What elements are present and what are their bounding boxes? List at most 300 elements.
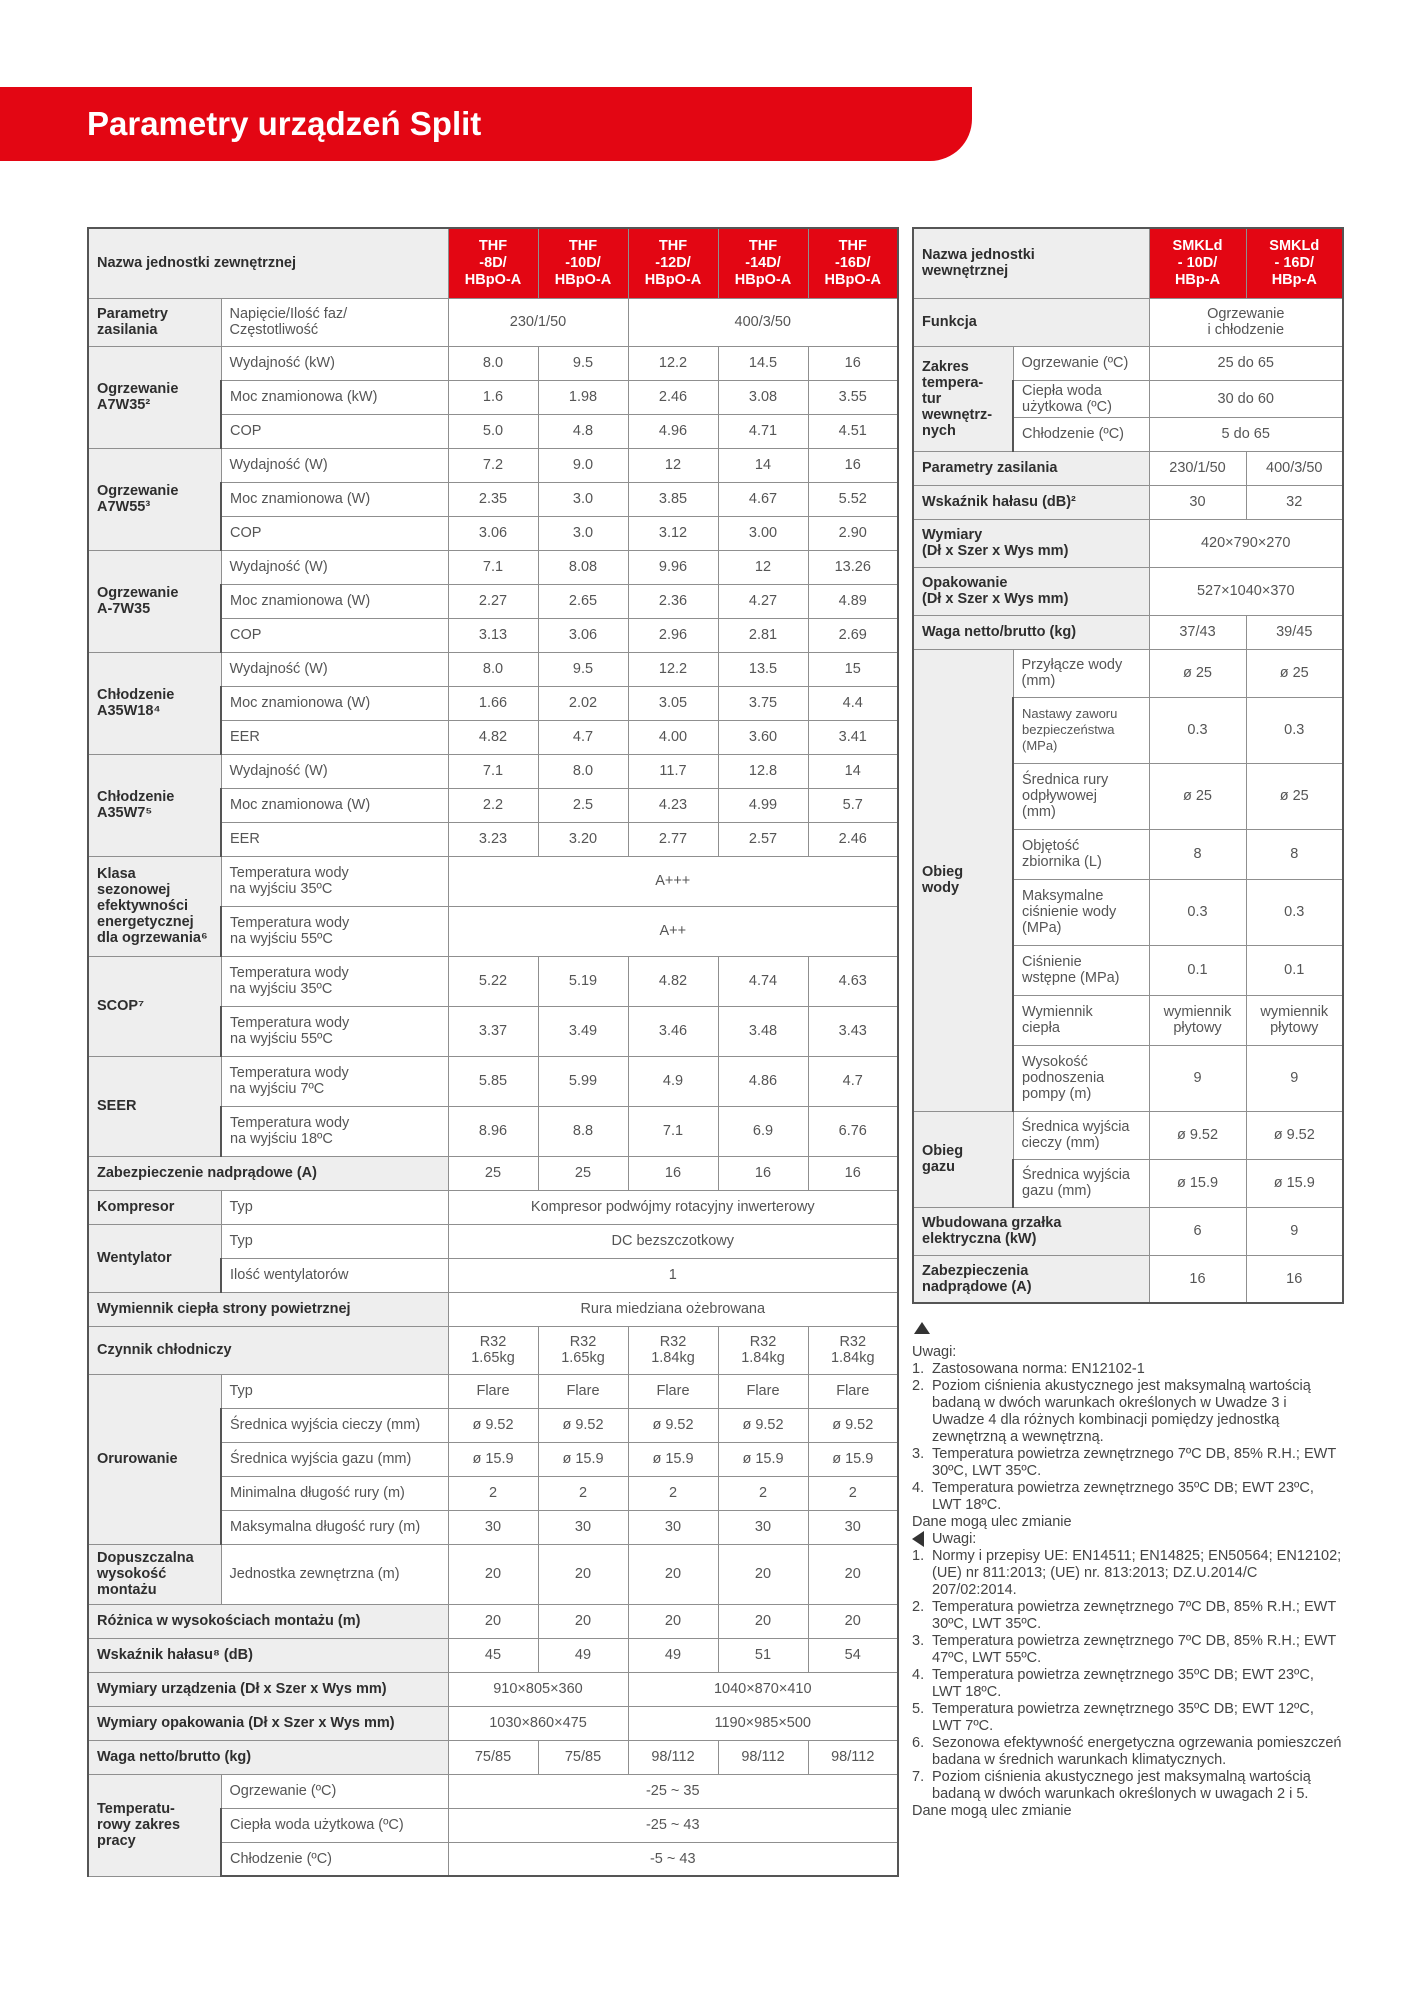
indoor-value-cell: ø 15.9 — [1246, 1159, 1343, 1207]
outdoor-value-cell: 12 — [718, 550, 808, 584]
outdoor-model-header: THF -16D/ HBpO-A — [808, 228, 898, 298]
outdoor-value-cell: 4.82 — [448, 720, 538, 754]
outdoor-note-item — [912, 1548, 1342, 1599]
outdoor-value-cell: 2 — [628, 1476, 718, 1510]
outdoor-value-cell: 49 — [538, 1638, 628, 1672]
outdoor-table-row — [88, 448, 898, 482]
outdoor-value-cell: 2.81 — [718, 618, 808, 652]
indoor-value-cell: 25 do 65 — [1149, 346, 1343, 380]
indoor-value-cell: 0.1 — [1149, 945, 1246, 995]
note-number: 6. — [912, 1735, 925, 1751]
outdoor-value-cell: A+++ — [448, 856, 898, 906]
outdoor-value-cell: 75/85 — [538, 1740, 628, 1774]
outdoor-value-cell: 4.63 — [808, 956, 898, 1006]
note-text: Temperatura powietrza zewnętrznego 35ºC DB; EWT 23ºC, LWT 18ºC. — [932, 1480, 1314, 1513]
outdoor-value-cell: 4.96 — [628, 414, 718, 448]
outdoor-row-label: Zabezpieczenie nadprądowe (A) — [88, 1156, 448, 1190]
outdoor-table-row — [88, 956, 898, 1006]
outdoor-table-row — [88, 298, 898, 346]
outdoor-value-cell: 2.65 — [538, 584, 628, 618]
outdoor-value-cell: 11.7 — [628, 754, 718, 788]
indoor-row-label: Obieg wody — [913, 649, 1013, 1111]
outdoor-value-cell: 3.05 — [628, 686, 718, 720]
outdoor-value-cell: 3.41 — [808, 720, 898, 754]
indoor-row-sublabel: Przyłącze wody (mm) — [1013, 649, 1149, 697]
outdoor-row-sublabel: Ilość wentylatorów — [221, 1258, 448, 1292]
note-text: Normy i przepisy UE: EN14511; EN14825; EN50564; EN12102; (UE) nr 811:2013; (UE) nr. 813:2013; DZ.U.2014/C 207/02:2014. — [932, 1548, 1342, 1598]
outdoor-value-cell: 2.02 — [538, 686, 628, 720]
outdoor-value-cell: 5.7 — [808, 788, 898, 822]
outdoor-value-cell: 20 — [808, 1544, 898, 1604]
outdoor-row-label: Dopuszczalna wysokość montażu — [88, 1544, 221, 1604]
outdoor-value-cell: 5.0 — [448, 414, 538, 448]
outdoor-value-cell: 5.19 — [538, 956, 628, 1006]
outdoor-value-cell: ø 9.52 — [718, 1408, 808, 1442]
outdoor-row-sublabel: Temperatura wody na wyjściu 7ºC — [221, 1056, 448, 1106]
outdoor-value-cell: 14.5 — [718, 346, 808, 380]
outdoor-value-cell: 2.2 — [448, 788, 538, 822]
outdoor-row-sublabel: COP — [221, 618, 448, 652]
outdoor-table-row — [88, 1190, 898, 1224]
outdoor-value-cell: 20 — [628, 1544, 718, 1604]
outdoor-row-sublabel: Ogrzewanie (ºC) — [221, 1774, 448, 1808]
outdoor-row-sublabel: Temperatura wody na wyjściu 35ºC — [221, 956, 448, 1006]
triangle-up-icon — [914, 1322, 930, 1334]
outdoor-value-cell: 14 — [718, 448, 808, 482]
indoor-header-label: Nazwa jednostki wewnętrznej — [913, 228, 1149, 298]
outdoor-row-sublabel: Jednostka zewnętrzna (m) — [221, 1544, 448, 1604]
outdoor-value-cell: 12 — [628, 448, 718, 482]
indoor-row-sublabel: Ciśnienie wstępne (MPa) — [1013, 945, 1149, 995]
outdoor-value-cell: 3.0 — [538, 482, 628, 516]
indoor-row-label: Opakowanie (Dł x Szer x Wys mm) — [913, 567, 1149, 615]
outdoor-value-cell: 13.5 — [718, 652, 808, 686]
outdoor-row-sublabel: Wydajność (kW) — [221, 346, 448, 380]
outdoor-row-label: Ogrzewanie A7W35² — [88, 346, 221, 448]
outdoor-value-cell: Flare — [628, 1374, 718, 1408]
outdoor-row-sublabel: Moc znamionowa (kW) — [221, 380, 448, 414]
outdoor-value-cell: A++ — [448, 906, 898, 956]
outdoor-value-cell: 2 — [538, 1476, 628, 1510]
outdoor-row-sublabel: Moc znamionowa (W) — [221, 482, 448, 516]
outdoor-value-cell: R32 1.65kg — [448, 1326, 538, 1374]
note-text: Poziom ciśnienia akustycznego jest maksymalną wartością badaną w dwóch warunkach określonych w uwagach 2 i 5. — [932, 1769, 1311, 1802]
outdoor-value-cell: 12.8 — [718, 754, 808, 788]
triangle-left-icon — [912, 1531, 924, 1547]
indoor-row-sublabel: Średnica wyjścia gazu (mm) — [1013, 1159, 1149, 1207]
indoor-row-label: Zakres tempera- tur wewnętrz- nych — [913, 346, 1013, 451]
outdoor-row-label: SCOP⁷ — [88, 956, 221, 1056]
indoor-row-label: Zabezpieczenia nadprądowe (A) — [913, 1255, 1149, 1303]
note-number: 2. — [912, 1599, 925, 1615]
outdoor-value-cell: 4.23 — [628, 788, 718, 822]
outdoor-table-row — [88, 1156, 898, 1190]
outdoor-value-cell: 1030×860×475 — [448, 1706, 628, 1740]
notes-heading-indoor: Uwagi: — [912, 1344, 957, 1360]
outdoor-value-cell: 8.96 — [448, 1106, 538, 1156]
outdoor-value-cell: 9.5 — [538, 652, 628, 686]
outdoor-table-row — [88, 1056, 898, 1106]
outdoor-row-sublabel: Napięcie/Ilość faz/ Częstotliwość — [221, 298, 448, 346]
outdoor-value-cell: 3.00 — [718, 516, 808, 550]
indoor-value-cell: wymiennik płytowy — [1149, 995, 1246, 1045]
outdoor-value-cell: 3.20 — [538, 822, 628, 856]
outdoor-value-cell: 4.51 — [808, 414, 898, 448]
outdoor-value-cell: 3.55 — [808, 380, 898, 414]
outdoor-value-cell: 3.48 — [718, 1006, 808, 1056]
note-text: Temperatura powietrza zewnętrznego 7ºC DB, 85% R.H.; EWT 30ºC, LWT 35ºC. — [932, 1446, 1336, 1479]
outdoor-value-cell: 7.1 — [448, 550, 538, 584]
outdoor-value-cell: 3.85 — [628, 482, 718, 516]
indoor-value-cell: 8 — [1149, 829, 1246, 879]
outdoor-value-cell: 6.76 — [808, 1106, 898, 1156]
outdoor-value-cell: 4.67 — [718, 482, 808, 516]
outdoor-row-sublabel: Typ — [221, 1374, 448, 1408]
outdoor-value-cell: 7.1 — [628, 1106, 718, 1156]
outdoor-value-cell: 3.08 — [718, 380, 808, 414]
outdoor-value-cell: 98/112 — [628, 1740, 718, 1774]
outdoor-value-cell: Kompresor podwójmy rotacyjny inwerterowy — [448, 1190, 898, 1224]
outdoor-model-header: THF -8D/ HBpO-A — [448, 228, 538, 298]
indoor-table-row — [913, 451, 1343, 485]
outdoor-row-sublabel: Temperatura wody na wyjściu 55ºC — [221, 1006, 448, 1056]
indoor-value-cell: 0.3 — [1246, 697, 1343, 763]
indoor-row-sublabel: Objętość zbiornika (L) — [1013, 829, 1149, 879]
note-text: Temperatura powietrza zewnętrznego 7ºC DB, 85% R.H.; EWT 47ºC, LWT 55ºC. — [932, 1633, 1336, 1666]
outdoor-row-sublabel: Temperatura wody na wyjściu 35ºC — [221, 856, 448, 906]
outdoor-value-cell: 5.22 — [448, 956, 538, 1006]
outdoor-row-sublabel: Wydajność (W) — [221, 448, 448, 482]
outdoor-value-cell: 4.27 — [718, 584, 808, 618]
outdoor-note-item — [912, 1633, 1342, 1667]
outdoor-value-cell: R32 1.65kg — [538, 1326, 628, 1374]
outdoor-row-label: Wymiennik ciepła strony powietrznej — [88, 1292, 448, 1326]
outdoor-value-cell: 6.9 — [718, 1106, 808, 1156]
outdoor-value-cell: 4.7 — [808, 1056, 898, 1106]
indoor-table-row — [913, 519, 1343, 567]
indoor-table-row — [913, 615, 1343, 649]
note-number: 5. — [912, 1701, 925, 1717]
outdoor-table-row — [88, 1672, 898, 1706]
outdoor-value-cell: ø 15.9 — [718, 1442, 808, 1476]
outdoor-value-cell: 30 — [718, 1510, 808, 1544]
indoor-value-cell: Ogrzewanie i chłodzenie — [1149, 298, 1343, 346]
outdoor-value-cell: 3.60 — [718, 720, 808, 754]
indoor-value-cell: 30 do 60 — [1149, 380, 1343, 417]
indoor-value-cell: 420×790×270 — [1149, 519, 1343, 567]
outdoor-value-cell: 4.89 — [808, 584, 898, 618]
indoor-row-sublabel: Średnica wyjścia cieczy (mm) — [1013, 1111, 1149, 1159]
outdoor-value-cell: 2.5 — [538, 788, 628, 822]
indoor-value-cell: 9 — [1149, 1045, 1246, 1111]
outdoor-value-cell: 13.26 — [808, 550, 898, 584]
outdoor-value-cell: ø 9.52 — [538, 1408, 628, 1442]
outdoor-value-cell: 30 — [448, 1510, 538, 1544]
outdoor-value-cell: 49 — [628, 1638, 718, 1672]
indoor-table-row — [913, 649, 1343, 697]
outdoor-row-sublabel: COP — [221, 516, 448, 550]
outdoor-value-cell: -25 ~ 43 — [448, 1808, 898, 1842]
outdoor-value-cell: 30 — [538, 1510, 628, 1544]
outdoor-value-cell: 2.27 — [448, 584, 538, 618]
outdoor-value-cell: 3.06 — [448, 516, 538, 550]
note-text: Temperatura powietrza zewnętrznego 35ºC DB; EWT 12ºC, LWT 7ºC. — [932, 1701, 1314, 1734]
indoor-row-label: Funkcja — [913, 298, 1149, 346]
outdoor-value-cell: 2 — [448, 1476, 538, 1510]
indoor-row-sublabel: Nastawy zaworu bezpieczeństwa (MPa) — [1013, 697, 1149, 763]
outdoor-table-row — [88, 1292, 898, 1326]
outdoor-value-cell: 9.0 — [538, 448, 628, 482]
indoor-row-label: Parametry zasilania — [913, 451, 1149, 485]
note-number: 7. — [912, 1769, 925, 1785]
outdoor-value-cell: -25 ~ 35 — [448, 1774, 898, 1808]
outdoor-value-cell: ø 15.9 — [808, 1442, 898, 1476]
outdoor-row-sublabel: Średnica wyjścia gazu (mm) — [221, 1442, 448, 1476]
outdoor-value-cell: 2.57 — [718, 822, 808, 856]
outdoor-row-sublabel: Typ — [221, 1224, 448, 1258]
indoor-row-label: Wskaźnik hałasu (dB)² — [913, 485, 1149, 519]
outdoor-table-row — [88, 754, 898, 788]
outdoor-row-label: Wymiary urządzenia (Dł x Szer x Wys mm) — [88, 1672, 448, 1706]
indoor-model-header: SMKLd - 16D/ HBp-A — [1246, 228, 1343, 298]
note-text: Temperatura powietrza zewnętrznego 7ºC DB, 85% R.H.; EWT 30ºC, LWT 35ºC. — [932, 1599, 1336, 1632]
indoor-value-cell: 30 — [1149, 485, 1246, 519]
outdoor-value-cell: Flare — [718, 1374, 808, 1408]
outdoor-table-row — [88, 1706, 898, 1740]
note-text: Poziom ciśnienia akustycznego jest maksymalną wartością badaną w dwóch warunkach określonych w Uwadze 3 i Uwadze 4 dla różnych kombinacji pomiędzy jednostką zewnętrzną a wewnętrzną. — [932, 1378, 1311, 1445]
outdoor-value-cell: ø 9.52 — [628, 1408, 718, 1442]
indoor-value-cell: wymiennik płytowy — [1246, 995, 1343, 1045]
outdoor-row-sublabel: Średnica wyjścia cieczy (mm) — [221, 1408, 448, 1442]
outdoor-value-cell: 2.77 — [628, 822, 718, 856]
indoor-row-label: Waga netto/brutto (kg) — [913, 615, 1149, 649]
indoor-value-cell: ø 15.9 — [1149, 1159, 1246, 1207]
outdoor-value-cell: 2.69 — [808, 618, 898, 652]
indoor-row-sublabel: Wymiennik ciepła — [1013, 995, 1149, 1045]
outdoor-table-row — [88, 1638, 898, 1672]
indoor-row-label: Wymiary (Dł x Szer x Wys mm) — [913, 519, 1149, 567]
indoor-value-cell: 400/3/50 — [1246, 451, 1343, 485]
outdoor-note-item — [912, 1701, 1342, 1735]
outdoor-value-cell: 4.4 — [808, 686, 898, 720]
indoor-table-row — [913, 346, 1343, 380]
indoor-row-label: Wbudowana grzałka elektryczna (kW) — [913, 1207, 1149, 1255]
outdoor-row-label: Ogrzewanie A7W55³ — [88, 448, 221, 550]
outdoor-value-cell: 25 — [448, 1156, 538, 1190]
outdoor-row-label: Ogrzewanie A-7W35 — [88, 550, 221, 652]
outdoor-value-cell: 30 — [808, 1510, 898, 1544]
indoor-value-cell: 0.1 — [1246, 945, 1343, 995]
outdoor-row-sublabel: Wydajność (W) — [221, 652, 448, 686]
page-title: Parametry urządzeń Split — [87, 105, 482, 142]
outdoor-row-sublabel: Wydajność (W) — [221, 550, 448, 584]
indoor-value-cell: 230/1/50 — [1149, 451, 1246, 485]
outdoor-table-row — [88, 652, 898, 686]
outdoor-row-label: Temperatu- rowy zakres pracy — [88, 1774, 221, 1876]
outdoor-value-cell: 51 — [718, 1638, 808, 1672]
outdoor-row-label: Chłodzenie A35W7⁵ — [88, 754, 221, 856]
note-number: 4. — [912, 1667, 925, 1683]
outdoor-value-cell: 20 — [538, 1544, 628, 1604]
outdoor-value-cell: ø 9.52 — [448, 1408, 538, 1442]
indoor-header-row — [913, 228, 1343, 298]
outdoor-value-cell: 3.75 — [718, 686, 808, 720]
outdoor-value-cell: ø 15.9 — [448, 1442, 538, 1476]
note-number: 2. — [912, 1378, 925, 1394]
outdoor-row-sublabel: Temperatura wody na wyjściu 55ºC — [221, 906, 448, 956]
outdoor-table-row — [88, 1544, 898, 1604]
outdoor-value-cell: 8.0 — [448, 346, 538, 380]
indoor-value-cell: 39/45 — [1246, 615, 1343, 649]
outdoor-value-cell: 20 — [448, 1604, 538, 1638]
indoor-table-row — [913, 1255, 1343, 1303]
indoor-value-cell: ø 9.52 — [1246, 1111, 1343, 1159]
outdoor-value-cell: Flare — [808, 1374, 898, 1408]
indoor-note-item — [912, 1378, 1342, 1446]
indoor-unit-spec-table — [912, 227, 1344, 1304]
outdoor-model-header: THF -10D/ HBpO-A — [538, 228, 628, 298]
indoor-note-item — [912, 1361, 1342, 1378]
notes-footer-outdoor: Dane mogą ulec zmianie — [912, 1803, 1072, 1819]
outdoor-row-sublabel: Moc znamionowa (W) — [221, 584, 448, 618]
outdoor-table-row — [88, 1740, 898, 1774]
outdoor-table-row — [88, 550, 898, 584]
outdoor-table-row — [88, 346, 898, 380]
outdoor-value-cell: 1.6 — [448, 380, 538, 414]
outdoor-value-cell: -5 ~ 43 — [448, 1842, 898, 1876]
outdoor-value-cell: 3.43 — [808, 1006, 898, 1056]
outdoor-row-sublabel: Chłodzenie (ºC) — [221, 1842, 448, 1876]
outdoor-header-label: Nazwa jednostki zewnętrznej — [88, 228, 448, 298]
outdoor-value-cell: 15 — [808, 652, 898, 686]
outdoor-value-cell: 8.08 — [538, 550, 628, 584]
outdoor-value-cell: ø 15.9 — [538, 1442, 628, 1476]
outdoor-row-sublabel: Moc znamionowa (W) — [221, 686, 448, 720]
outdoor-value-cell: 25 — [538, 1156, 628, 1190]
outdoor-value-cell: 2 — [718, 1476, 808, 1510]
note-text: Temperatura powietrza zewnętrznego 35ºC DB; EWT 23ºC, LWT 18ºC. — [932, 1667, 1314, 1700]
outdoor-value-cell: 30 — [628, 1510, 718, 1544]
note-number: 3. — [912, 1446, 925, 1462]
notes-list-indoor — [912, 1361, 1342, 1514]
outdoor-row-sublabel: COP — [221, 414, 448, 448]
outdoor-value-cell: 3.13 — [448, 618, 538, 652]
notes-footer-indoor: Dane mogą ulec zmianie — [912, 1514, 1072, 1530]
note-text: Zastosowana norma: EN12102-1 — [932, 1361, 1145, 1377]
indoor-value-cell: 9 — [1246, 1045, 1343, 1111]
outdoor-value-cell: 3.49 — [538, 1006, 628, 1056]
outdoor-value-cell: ø 15.9 — [628, 1442, 718, 1476]
outdoor-value-cell: 45 — [448, 1638, 538, 1672]
outdoor-value-cell: 230/1/50 — [448, 298, 628, 346]
indoor-value-cell: 5 do 65 — [1149, 417, 1343, 451]
outdoor-value-cell: 4.71 — [718, 414, 808, 448]
outdoor-value-cell: 7.1 — [448, 754, 538, 788]
note-text: Sezonowa efektywność energetyczna ogrzewania pomieszczeń badana w średnich warunkach klimatycznych. — [932, 1735, 1342, 1768]
indoor-table-row — [913, 298, 1343, 346]
notes-section — [912, 1322, 1342, 1820]
outdoor-value-cell: 54 — [808, 1638, 898, 1672]
outdoor-value-cell: 4.74 — [718, 956, 808, 1006]
indoor-value-cell: ø 25 — [1149, 649, 1246, 697]
outdoor-value-cell: 1190×985×500 — [628, 1706, 898, 1740]
outdoor-header-row — [88, 228, 898, 298]
note-number: 3. — [912, 1633, 925, 1649]
indoor-value-cell: 8 — [1246, 829, 1343, 879]
outdoor-value-cell: Flare — [448, 1374, 538, 1408]
outdoor-value-cell: 8.0 — [448, 652, 538, 686]
outdoor-value-cell: 5.52 — [808, 482, 898, 516]
outdoor-value-cell: 4.9 — [628, 1056, 718, 1106]
outdoor-row-label: Wentylator — [88, 1224, 221, 1292]
outdoor-value-cell: 12.2 — [628, 346, 718, 380]
outdoor-table-row — [88, 1326, 898, 1374]
outdoor-value-cell: 3.12 — [628, 516, 718, 550]
outdoor-value-cell: 2.96 — [628, 618, 718, 652]
notes-list-outdoor — [912, 1548, 1342, 1803]
outdoor-value-cell: 5.99 — [538, 1056, 628, 1106]
indoor-table-row — [913, 567, 1343, 615]
outdoor-value-cell: 3.46 — [628, 1006, 718, 1056]
note-number: 1. — [912, 1361, 925, 1377]
outdoor-table-row — [88, 1604, 898, 1638]
outdoor-row-label: Wymiary opakowania (Dł x Szer x Wys mm) — [88, 1706, 448, 1740]
outdoor-value-cell: 4.00 — [628, 720, 718, 754]
outdoor-value-cell: 5.85 — [448, 1056, 538, 1106]
outdoor-value-cell: 12.2 — [628, 652, 718, 686]
indoor-value-cell: ø 25 — [1246, 763, 1343, 829]
outdoor-value-cell: R32 1.84kg — [628, 1326, 718, 1374]
outdoor-table-row — [88, 1374, 898, 1408]
outdoor-value-cell: 7.2 — [448, 448, 538, 482]
indoor-value-cell: ø 25 — [1149, 763, 1246, 829]
outdoor-value-cell: 9.96 — [628, 550, 718, 584]
outdoor-value-cell: 4.99 — [718, 788, 808, 822]
outdoor-value-cell: 8.0 — [538, 754, 628, 788]
outdoor-row-sublabel: Moc znamionowa (W) — [221, 788, 448, 822]
outdoor-value-cell: 2.46 — [808, 822, 898, 856]
outdoor-value-cell: R32 1.84kg — [808, 1326, 898, 1374]
indoor-row-sublabel: Maksymalne ciśnienie wody (MPa) — [1013, 879, 1149, 945]
indoor-note-item — [912, 1480, 1342, 1514]
outdoor-value-cell: 3.06 — [538, 618, 628, 652]
indoor-value-cell: ø 25 — [1246, 649, 1343, 697]
outdoor-value-cell: 2 — [808, 1476, 898, 1510]
indoor-value-cell: 32 — [1246, 485, 1343, 519]
outdoor-value-cell: 3.0 — [538, 516, 628, 550]
outdoor-value-cell: 4.7 — [538, 720, 628, 754]
outdoor-row-label: Parametry zasilania — [88, 298, 221, 346]
outdoor-value-cell: 2.35 — [448, 482, 538, 516]
indoor-model-header: SMKLd - 10D/ HBp-A — [1149, 228, 1246, 298]
indoor-value-cell: 37/43 — [1149, 615, 1246, 649]
outdoor-row-sublabel: EER — [221, 720, 448, 754]
outdoor-value-cell: 16 — [808, 448, 898, 482]
outdoor-row-label: Czynnik chłodniczy — [88, 1326, 448, 1374]
outdoor-row-sublabel: Typ — [221, 1190, 448, 1224]
indoor-note-item — [912, 1446, 1342, 1480]
outdoor-value-cell: 14 — [808, 754, 898, 788]
indoor-value-cell: 527×1040×370 — [1149, 567, 1343, 615]
outdoor-value-cell: 2.46 — [628, 380, 718, 414]
outdoor-value-cell: 8.8 — [538, 1106, 628, 1156]
indoor-row-sublabel: Wysokość podnoszenia pompy (m) — [1013, 1045, 1149, 1111]
notes-heading-outdoor — [912, 1531, 1342, 1548]
outdoor-value-cell: 16 — [808, 1156, 898, 1190]
outdoor-value-cell: 20 — [448, 1544, 538, 1604]
outdoor-table-row — [88, 1774, 898, 1808]
outdoor-note-item — [912, 1735, 1342, 1769]
